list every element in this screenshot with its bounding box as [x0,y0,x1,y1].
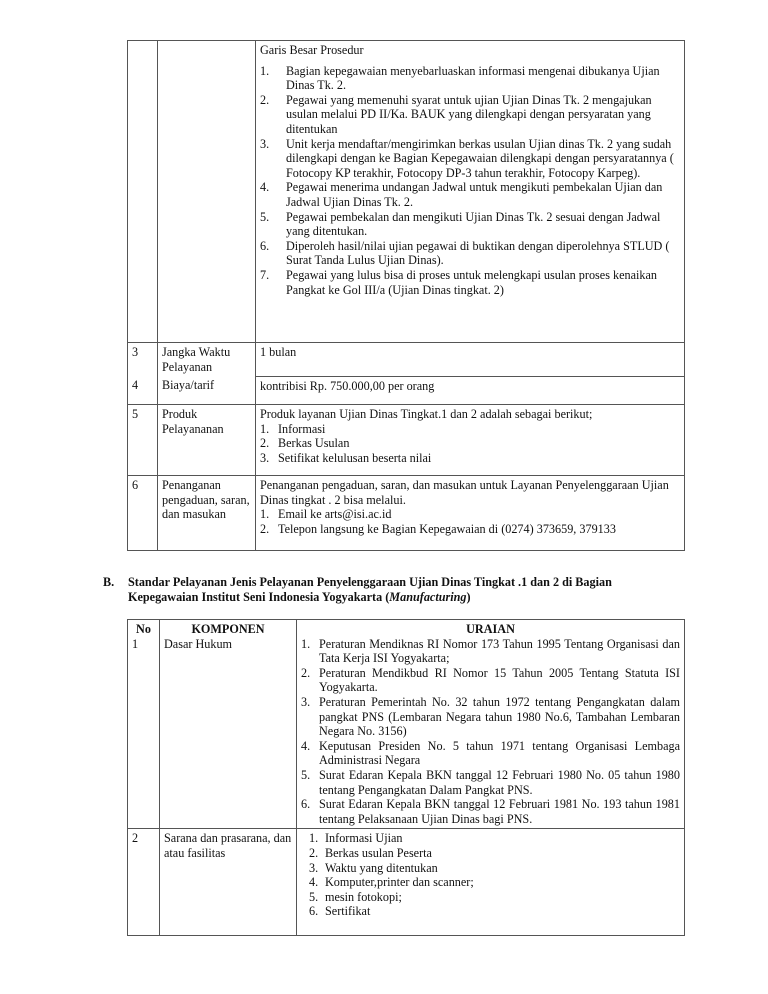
list-item: 6. Surat Edaran Kepala BKN tanggal 12 Februari 1981 No. 193 tahun 1981 tentang Pelaksanaan Ujian Dinas bagi PNS. [301,797,680,826]
row-number-cell [128,41,158,343]
list-item: 1. Informasi Ujian [309,831,403,846]
table-row [128,620,685,829]
list-item: 3. Waktu yang ditentukan [309,860,438,875]
complaint-cell [256,476,685,551]
table-row [128,829,685,936]
section-title: Standar Pelayanan Jenis Pelayanan Penyelenggaraan Ujian Dinas Tingkat .1 dan 2 di Bagian Kepegawaian Institut Seni Indonesia Yogyakarta (Manufacturing) [128,575,612,604]
row-number: 1 [132,636,139,651]
row-number: 4 [128,376,158,405]
procedure-cell [256,41,685,343]
row-number: 6 [128,476,158,551]
product-row [128,405,685,476]
procedure-title: Garis Besar Prosedur [260,43,364,57]
header-component: KOMPONEN [191,622,265,636]
fee-row [128,376,685,405]
section-letter: B. [103,575,115,589]
procedure-step: 3. Unit kerja mendaftar/mengirimkan berkas usulan Ujian dinas Tk. 2 yang sudah dilengkapi dengan ke Bagian Kepegawaian dilengkapi dengan persyaratannya ( Fotocopy KP terakhir, Fotocopy DP-3 tahun terakhir, Fotocopy Karpeg). [260,136,674,180]
complaint-row [128,476,685,551]
row-number: 3 [128,343,158,377]
list-item: 1. Informasi [260,421,326,436]
procedure-step: 2. Pegawai yang memenuhi syarat untuk ujian Ujian Dinas Tk. 2 mengajukan usulan melalui PD II/Ka. BAUK yang dilengkapi dengan persyaratan yang ditentukan [260,92,652,136]
component-value: 1 bulan [256,343,685,377]
list-item: 2. Peraturan Mendikbud RI Nomor 15 Tahun 2005 Tentang Statuta ISI Yogyakarta. [301,665,680,695]
component-label: Jangka Waktu Pelayanan [158,343,256,377]
component-column [160,620,297,829]
component-value: kontribisi Rp. 750.000,00 per orang [256,376,685,405]
list-item: 1. Peraturan Mendiknas RI Nomor 173 Tahun 1995 Tentang Organisasi dan Tata Kerja ISI Yogyakarta; [301,636,680,666]
procedure-step: 5. Pegawai pembekalan dan mengikuti Ujian Dinas Tk. 2 sesuai dengan Jadwal yang ditentukan. [260,209,661,239]
facilities-cell [297,829,685,936]
manufacturing-standard-table [127,619,685,936]
legal-basis-list [301,637,680,827]
row-number: 2 [128,829,160,936]
no-column [128,620,160,829]
component-label: Penanganan pengaduan, saran, dan masukan [158,476,256,551]
service-time-row [128,343,685,377]
procedure-step: 4. Pegawai menerima undangan Jadwal untuk mengikuti pembekalan Ujian dan Jadwal Ujian Dinas Tk. 2. [260,180,663,209]
complaint-intro: Penanganan pengaduan, saran, dan masukan untuk Layanan Penyelenggaraan Ujian Dinas tingkat . 2 bisa melalui. [260,478,669,507]
complaint-channel-list [260,507,680,536]
product-cell [256,405,685,476]
section-b-heading [103,575,663,604]
facilities-list [309,831,680,919]
list-item: 6. Sertifikat [309,904,371,919]
product-list [260,422,680,466]
procedure-step: 1. Bagian kepegawaian menyebarluaskan informasi mengenai dibukanya Ujian Dinas Tk. 2. [260,63,660,93]
row-number: 5 [128,405,158,476]
list-item: 3. Peraturan Pemerintah No. 32 tahun 1972 tentang Pengangkatan dalam pangkat PNS (Lembaran Negara tahun 1980 No.6, Tambahan Lembaran Negara No. 3156) [301,694,680,739]
header-no: No [136,622,151,636]
component-label: Produk Pelayananan [158,405,256,476]
description-column [297,620,685,829]
procedure-step: 6. Diperoleh hasil/nilai ujian pegawai di buktikan dengan diperolehnya STLUD ( Surat Tanda Lulus Ujian Dinas). [260,238,670,268]
list-item: 4. Komputer,printer dan scanner; [309,875,474,890]
component-cell [158,41,256,343]
service-standard-table-continued [127,40,685,551]
list-item: 2. Berkas usulan Peserta [309,845,432,860]
component-label: Biaya/tarif [158,376,256,405]
list-item: 2. Berkas Usulan [260,436,350,451]
list-item: 2. Telepon langsung ke Bagian Kepegawaian di (0274) 373659, 379133 [260,521,616,536]
component-label: Dasar Hukum [164,636,233,651]
list-item: 4. Keputusan Presiden No. 5 tahun 1971 tentang Organisasi Lembaga Administrasi Negara [301,738,680,768]
product-intro: Produk layanan Ujian Dinas Tingkat.1 dan 2 adalah sebagai berikut; [260,407,593,422]
component-label: Sarana dan prasarana, dan atau fasilitas [160,829,297,936]
list-item: 5. mesin fotokopi; [309,889,402,904]
procedure-step-list [260,64,680,298]
procedure-row [128,41,685,343]
list-item: 3. Setifikat kelulusan beserta nilai [260,450,432,465]
procedure-step: 7. Pegawai yang lulus bisa di proses untuk melengkapi usulan proses kenaikan Pangkat ke Gol III/a (Ujian Dinas tingkat. 2) [260,267,657,297]
header-description: URAIAN [466,622,515,636]
list-item: 5. Surat Edaran Kepala BKN tanggal 12 Februari 1980 No. 05 tahun 1980 tentang Pengangkatan Dalam Pangkat PNS. [301,767,680,797]
list-item: 1. Email ke arts@isi.ac.id [260,507,392,522]
